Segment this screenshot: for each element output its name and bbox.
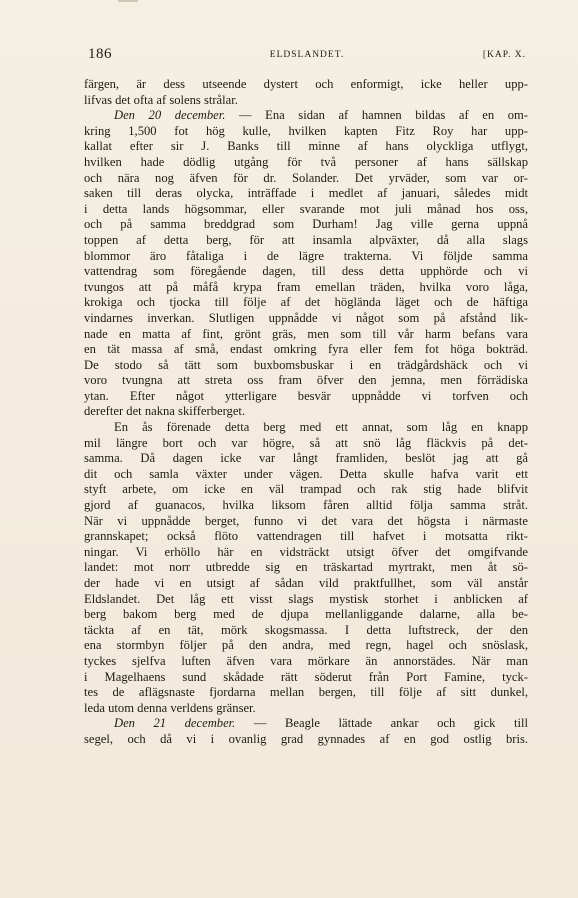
text-line: [84, 529, 528, 545]
text-line: [84, 498, 528, 514]
line-text: landet: mot norr utbredde sig en träskartad myrtrakt, men åt sö-: [84, 560, 528, 575]
text-line: [84, 685, 528, 701]
text-line: [84, 607, 528, 623]
line-text: En ås förenade detta berg med ett annat, som låg en knapp: [114, 420, 528, 435]
chapter-marker: [KAP. X.: [482, 50, 526, 60]
line-text: der hade vi en utsigt af sådan vild praktfullhet, som väl anstår: [84, 576, 528, 590]
line-text: lifvas det ofta af solens strålar.: [84, 92, 238, 107]
line-text: Eldslandet. Det låg ett visst slags mystisk storhet i anblicken af: [84, 591, 528, 606]
text-line: [84, 327, 528, 343]
text-line: [84, 514, 528, 530]
text-line: [84, 623, 528, 639]
line-text: styft arbete, om icke en väl trampad och rak stig hade blifvit: [84, 482, 528, 497]
line-text: gjord af guanacos, hvilka liksom fåren alltid följa samma stråt.: [84, 498, 528, 513]
text-line: [84, 389, 528, 405]
text-line: [84, 716, 528, 732]
text-line: [84, 420, 528, 436]
text-line: [84, 249, 528, 265]
text-line: [84, 233, 528, 249]
line-text: — Beagle lättade ankar och gick till: [235, 716, 528, 731]
line-text: — Ena sidan af hamnen bildas af en om-: [225, 108, 528, 123]
line-text: vattendrag som föregående dagen, till dess detta upphörde och vi: [84, 264, 528, 279]
line-text: krokiga och tjocka till följe af det höglända läget och de häftiga: [84, 295, 528, 310]
line-text: ytan. Efter något ytterligare besvär uppnådde vi torfven och: [84, 388, 528, 403]
line-text: blommor äro fåtaliga i de lägre trakterna. Vi följde samma: [84, 248, 528, 263]
text-line: [84, 202, 528, 218]
line-text: och nära nog äfven för dr. Solander. Det yrväder, som var or-: [84, 170, 528, 185]
text-line: [84, 124, 528, 140]
text-line: [84, 451, 528, 467]
line-text: berg bakom berg med de djupa mellanliggande dalarne, alla be-: [84, 607, 528, 622]
text-line: [84, 373, 528, 389]
line-text: vindarnes inverkan. Slutligen uppnådde vi något som på afstånd lik-: [84, 310, 528, 325]
line-text: täckta af en tät, mörk skogsmassa. I detta luftstreck, der den: [84, 622, 528, 637]
line-text: kring 1,500 fot hög kulle, hvilken kapten Fitz Roy har upp-: [84, 123, 528, 138]
line-text: mil längre bort och var högre, så att snö låg fläckvis på det-: [84, 435, 528, 450]
text-line: [84, 108, 528, 124]
text-line: [84, 139, 528, 155]
text-line: [84, 155, 528, 171]
line-text: och på samma breddgrad som Durham! Jag ville gerna uppnå: [84, 217, 528, 232]
running-title: ELDSLANDET.: [269, 50, 345, 60]
text-line: [84, 482, 528, 498]
line-text: leda utom denna verldens gränser.: [84, 700, 256, 715]
line-text: tyckes sjelfva luften äfven vara mörkare än annorstädes. När man: [84, 653, 528, 668]
line-text: toppen af detta berg, för att insamla alpväxter, då alla slags: [84, 232, 528, 247]
text-line: [84, 670, 528, 686]
text-line: [84, 311, 528, 327]
page-number: 186: [88, 46, 112, 62]
text-line: [84, 171, 528, 187]
line-text: i detta lands högsommar, eller svarande mot juli månad hos oss,: [84, 201, 528, 216]
text-line: [84, 280, 528, 296]
line-text: tes de aflägsnaste fjordarna mellan bergen, till följe af sitt dunkel,: [84, 685, 528, 700]
text-line: [84, 576, 528, 592]
page-edge-mark: [118, 0, 138, 2]
text-line: [84, 654, 528, 670]
text-line: [84, 264, 528, 280]
line-text: voro tvungna att streta oss fram öfver den jemna, men förrädiska: [84, 373, 528, 388]
body-text: [84, 77, 528, 748]
text-line: [84, 342, 528, 358]
line-text: en tät massa af små, endast omkring fyra eller fem fot höga bokträd.: [84, 342, 528, 357]
text-line: [84, 436, 528, 452]
text-line: [84, 186, 528, 202]
line-text: derefter det nakna skifferberget.: [84, 404, 246, 419]
text-line: [84, 217, 528, 233]
page-header: [88, 46, 526, 66]
text-line: [84, 358, 528, 374]
line-text: samma. Då dagen icke var långt framliden, beslöt jag att gå: [84, 451, 528, 466]
text-line: [84, 467, 528, 483]
line-text: i Magelhaens sund skådade rätt söderut från Port Famine, tyck-: [84, 669, 528, 684]
line-text: dit och samla växter under vägen. Detta skulle hafva varit ett: [84, 466, 528, 481]
line-text: segel, och då vi i ovanlig grad gynnades af en god ostlig bris.: [84, 731, 528, 746]
line-text: saken till deras olycka, inträffade i medlet af januari, således midt: [84, 186, 528, 201]
text-line: [84, 545, 528, 561]
line-text: tvungos att på måfå krypa fram emellan träden, hvilka voro låga,: [84, 279, 528, 294]
line-text: färgen, är dess utseende dystert och enformigt, icke heller upp-: [84, 77, 528, 91]
line-text: grannskapet; också flöto vattendragen till hafvet i motsatta rikt-: [84, 529, 528, 544]
line-text: kallat efter sir J. Banks till minne af hans olyckliga utflygt,: [84, 139, 528, 154]
text-line: [84, 560, 528, 576]
line-text: hvilken hade dödlig utgång för två personer af hans sällskap: [84, 154, 528, 169]
entry-date: Den 20 december.: [114, 108, 226, 123]
text-line: [84, 295, 528, 311]
line-text: ningar. Vi erhöllo här en vidsträckt utsigt öfver det omgifvande: [84, 544, 528, 559]
text-line: [84, 592, 528, 608]
entry-date: Den 21 december.: [114, 716, 236, 731]
text-line: [84, 93, 528, 109]
text-line: [84, 77, 528, 93]
text-line: [84, 732, 528, 748]
line-text: De stodo så tätt som buxbomsbuskar i en trädgårdshäck och vi: [84, 357, 528, 372]
line-text: nade en matta af fint, grönt gräs, men som till vår harm befans vara: [84, 326, 528, 341]
text-line: [84, 638, 528, 654]
text-line: [84, 404, 528, 420]
line-text: När vi uppnådde berget, funno vi det vara det högsta i närmaste: [84, 513, 528, 528]
text-line: [84, 701, 528, 717]
line-text: ena stormbyn följer på den andra, med regn, hagel och snöslask,: [84, 638, 528, 653]
